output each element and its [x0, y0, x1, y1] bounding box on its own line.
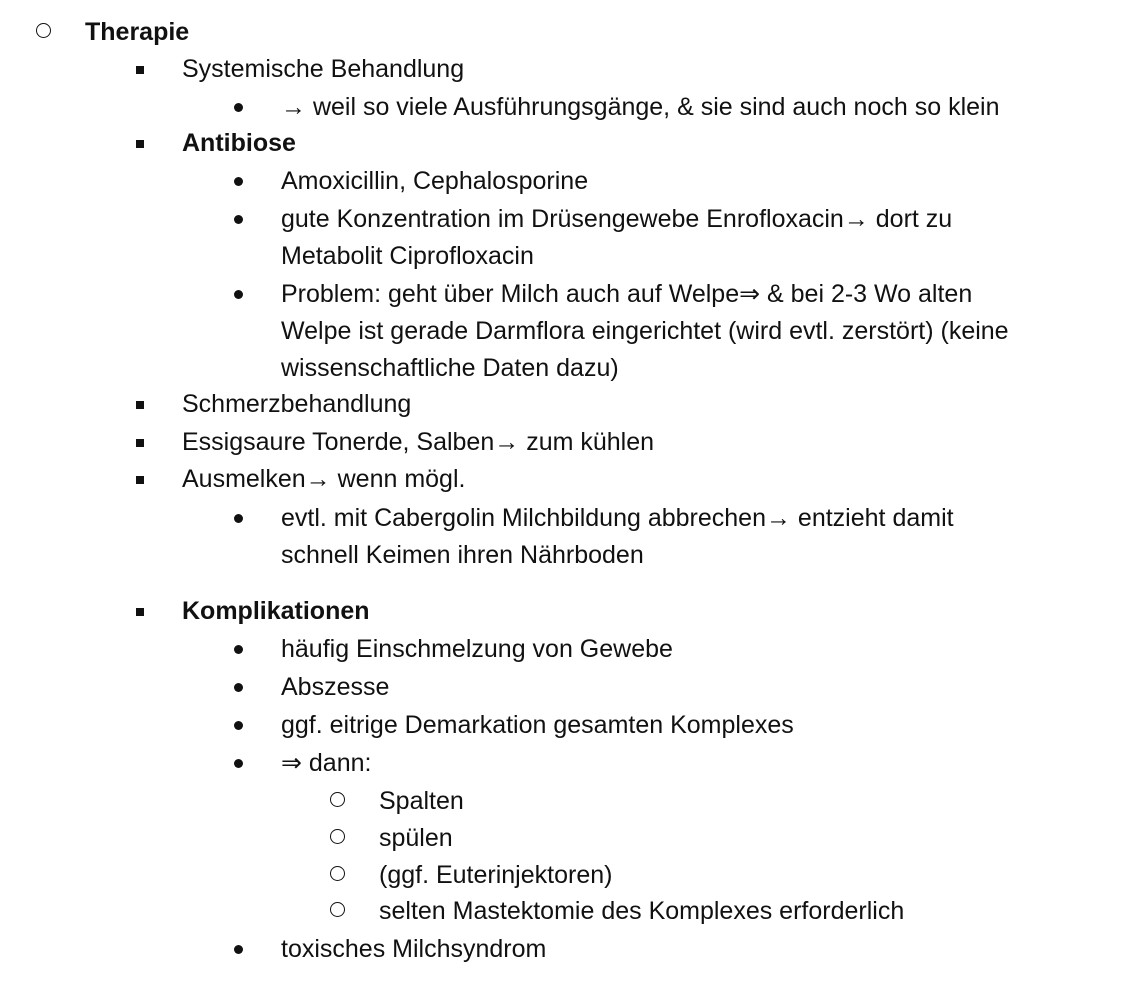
circle-bullet-icon [330, 783, 345, 819]
komplikationen-subitem: selten Mastektomie des Komplexes erforderlich [379, 897, 905, 925]
systemic-note: → weil so viele Ausführungsgänge, & sie sind auch noch so klein [281, 93, 1000, 121]
dot-bullet-icon [234, 89, 243, 125]
komplikationen-last: toxisches Milchsyndrom [281, 935, 547, 963]
dot-bullet-icon [234, 707, 243, 743]
komplikationen-label: Komplikationen [182, 597, 370, 625]
dot-bullet-icon [234, 669, 243, 705]
antibiose-item: gute Konzentration im Drüsengewebe Enrofloxacin→ dort zu [281, 205, 953, 233]
square-bullet-icon [136, 386, 144, 422]
ausmelken-label: Ausmelken→ wenn mögl. [182, 465, 466, 493]
komplikationen-item: ggf. eitrige Demarkation gesamten Komplexes [281, 711, 794, 739]
square-bullet-icon [136, 51, 144, 87]
dot-bullet-icon [234, 931, 243, 967]
circle-bullet-icon [330, 893, 345, 929]
komplikationen-item: häufig Einschmelzung von Gewebe [281, 635, 673, 663]
ausmelken-item: evtl. mit Cabergolin Milchbildung abbrechen→ entzieht damit [281, 504, 954, 532]
antibiose-item: Amoxicillin, Cephalosporine [281, 167, 589, 195]
antibiose-label: Antibiose [182, 129, 296, 157]
antibiose-item: wissenschaftliche Daten dazu) [281, 354, 619, 382]
dot-bullet-icon [234, 745, 243, 781]
antibiose-item: Welpe ist gerade Darmflora eingerichtet (wird evtl. zerstört) (keine [281, 317, 1009, 345]
dot-bullet-icon [234, 631, 243, 667]
square-bullet-icon [136, 424, 144, 460]
square-bullet-icon [136, 125, 144, 161]
antibiose-item: Problem: geht über Milch auch auf Welpe⇒ & bei 2-3 Wo alten [281, 280, 973, 308]
circle-bullet-icon [330, 857, 345, 893]
square-bullet-icon [136, 593, 144, 629]
dot-bullet-icon [234, 276, 243, 312]
komplikationen-subitem: spülen [379, 824, 453, 852]
komplikationen-subitem: (ggf. Euterinjektoren) [379, 861, 613, 889]
systemic-label: Systemische Behandlung [182, 55, 465, 83]
circle-bullet-icon [330, 820, 345, 856]
heading-therapie: Therapie [85, 18, 190, 46]
square-bullet-icon [136, 461, 144, 497]
essig-label: Essigsaure Tonerde, Salben→ zum kühlen [182, 428, 655, 456]
schmerz-label: Schmerzbehandlung [182, 390, 412, 418]
antibiose-item: Metabolit Ciprofloxacin [281, 242, 534, 270]
dot-bullet-icon [234, 500, 243, 536]
ausmelken-item: schnell Keimen ihren Nährboden [281, 541, 644, 569]
circle-bullet-icon [36, 14, 51, 50]
dot-bullet-icon [234, 201, 243, 237]
komplikationen-subitem: Spalten [379, 787, 464, 815]
komplikationen-item: ⇒ dann: [281, 749, 372, 777]
dot-bullet-icon [234, 163, 243, 199]
komplikationen-item: Abszesse [281, 673, 390, 701]
